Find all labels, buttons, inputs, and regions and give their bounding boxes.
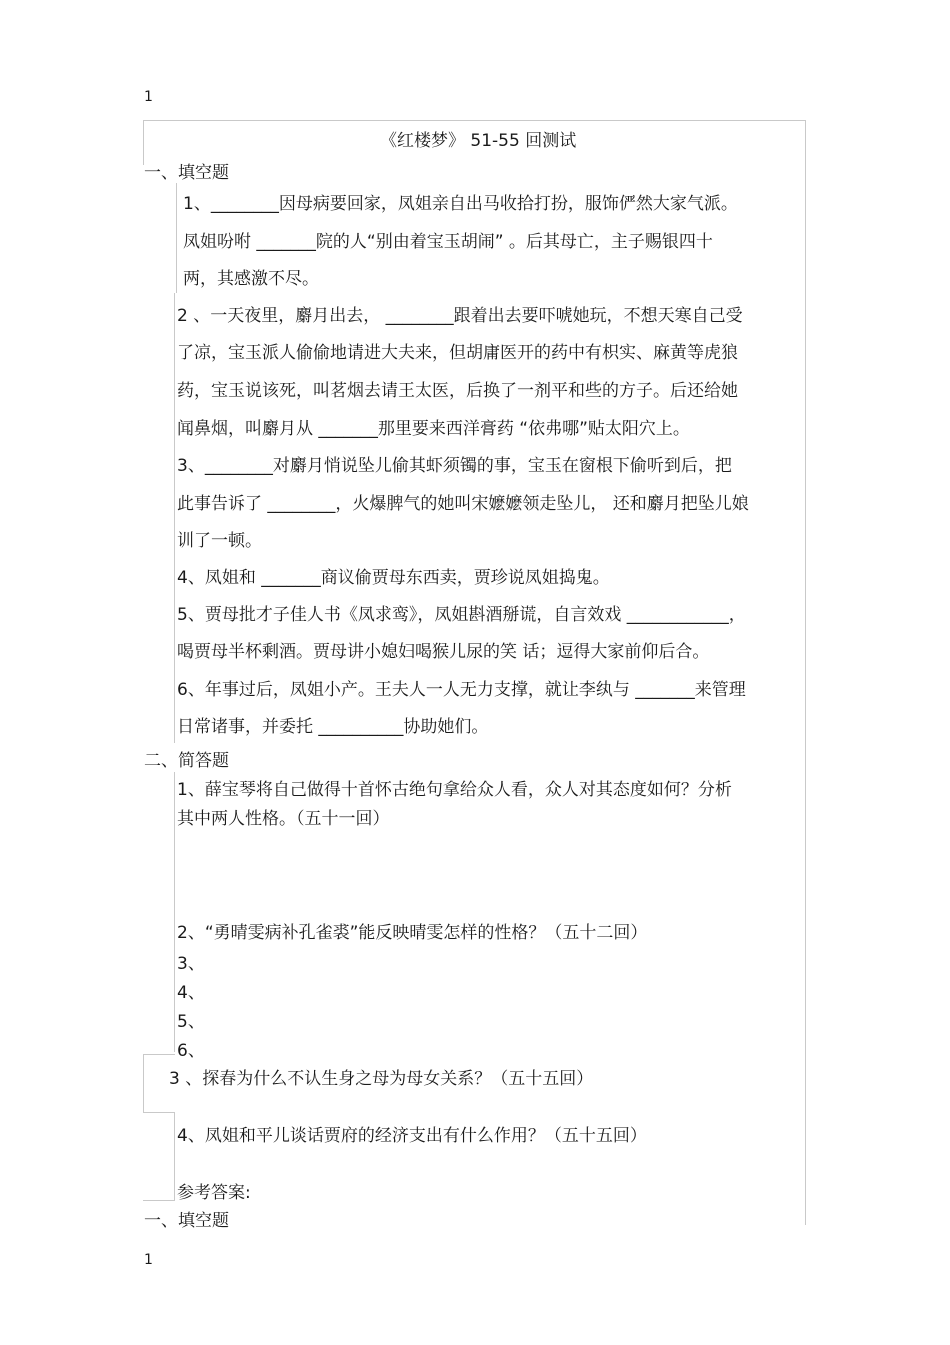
question-number-5: 5、 <box>177 1012 205 1032</box>
section-heading-short-answer: 二、简答题 <box>144 751 229 771</box>
frame-step-2 <box>143 1112 175 1113</box>
fill-line-4: 2 、一天夜里，麝月出去， ________跟着出去要吓唬她玩，不想天寒自己受 <box>177 306 743 326</box>
question-number-6: 6、 <box>177 1041 205 1061</box>
question-1-line-2: 其中两人性格。（五十一回） <box>177 809 390 829</box>
fill-line-11: 4、凤姐和 _______商议偷贾母东西卖，贾珍说凤姐捣鬼。 <box>177 568 610 588</box>
frame-inner-left-4 <box>143 1054 144 1112</box>
fill-line-1: 1、________因母病要回家，凤姐亲自出马收拾打扮，服饰俨然大家气派。 <box>183 194 738 214</box>
question-2: 2、“勇晴雯病补孔雀裘”能反映晴雯怎样的性格？（五十二回） <box>177 923 648 943</box>
page-number-top: 1 <box>144 89 153 105</box>
page-number-bottom: 1 <box>144 1252 153 1268</box>
answers-heading: 参考答案: <box>177 1183 251 1203</box>
fill-line-14: 6、年事过后，凤姐小产。王夫人一人无力支撑，就让李纨与 _______来管理 <box>177 680 746 700</box>
question-3: 3 、探春为什么不认生身之母为母女关系？（五十五回） <box>169 1069 594 1089</box>
frame-right-border <box>805 120 806 1225</box>
frame-top-border <box>143 120 806 121</box>
fill-line-15: 日常诸事，并委托 __________协助她们。 <box>177 717 489 737</box>
page-title: 《红楼梦》 51-55 回测试 <box>380 131 577 151</box>
frame-inner-left-1 <box>176 183 177 293</box>
fill-line-10: 训了一顿。 <box>177 531 262 551</box>
fill-line-13: 喝贾母半杯剩酒。贾母讲小媳妇喝猴儿尿的笑 话；逗得大家前仰后合。 <box>177 642 710 662</box>
question-4: 4、凤姐和平儿谈话贾府的经济支出有什么作用？（五十五回） <box>177 1126 647 1146</box>
fill-line-6: 药，宝玉说该死，叫茗烟去请王太医，后换了一剂平和些的方子。后还给她 <box>177 381 738 401</box>
fill-line-3: 两，其感激不尽。 <box>183 269 319 289</box>
fill-line-8: 3、________对麝月悄说坠儿偷其虾须镯的事，宝玉在窗根下偷听到后，把 <box>177 456 732 476</box>
fill-line-7: 闻鼻烟，叫麝月从 _______那里要来西洋膏药 “依弗哪”贴太阳穴上。 <box>177 419 690 439</box>
fill-line-5: 了凉，宝玉派人偷偷地请进大夫来，但胡庸医开的药中有枳实、麻黄等虎狼 <box>177 343 738 363</box>
fill-line-2: 凤姐吩咐 _______院的人“别由着宝玉胡闹” 。后其母亡，主子赐银四十 <box>183 232 713 252</box>
section-heading-fill-in: 一、填空题 <box>144 163 229 183</box>
question-1-line-1: 1、薛宝琴将自己做得十首怀古绝句拿给众人看，众人对其态度如何？分析 <box>177 780 732 800</box>
frame-inner-left-5 <box>174 1112 175 1200</box>
fill-line-9: 此事告诉了 ________，火爆脾气的她叫宋嬷嬷领走坠儿， 还和麝月把坠儿娘 <box>177 494 749 514</box>
frame-step-1 <box>143 1054 175 1055</box>
question-number-4: 4、 <box>177 983 205 1003</box>
frame-inner-left-2 <box>174 293 175 743</box>
frame-inner-left-3 <box>174 772 175 1052</box>
answers-section-heading-fill-in: 一、填空题 <box>144 1211 229 1231</box>
fill-line-12: 5、贾母批才子佳人书《凤求鸾》，凤姐斟酒掰谎，自言效戏 ____________， <box>177 605 746 625</box>
frame-step-3 <box>143 1200 175 1201</box>
question-number-3: 3、 <box>177 954 205 974</box>
